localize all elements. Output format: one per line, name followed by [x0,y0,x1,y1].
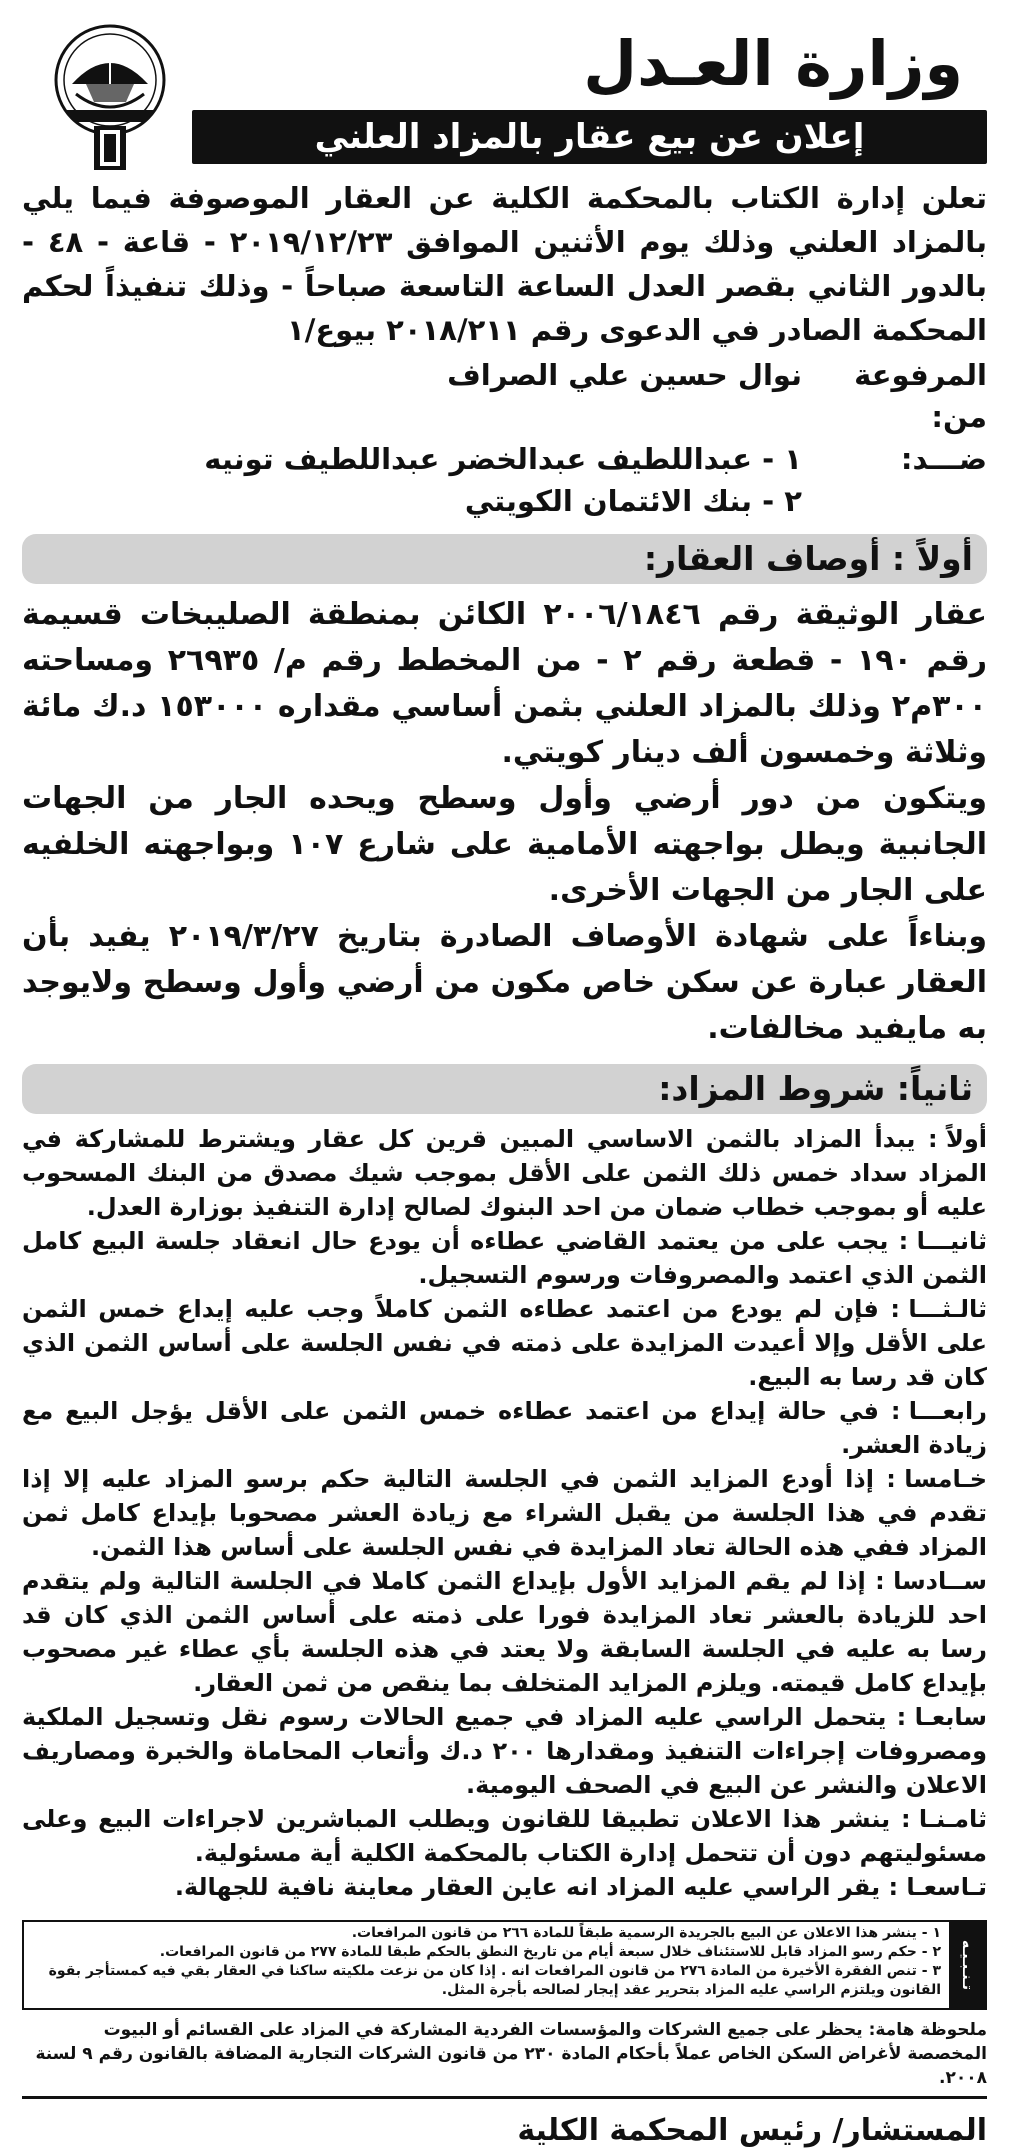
kuwait-emblem-icon [46,22,174,172]
condition-text: يقر الراسي عليه المزاد انه عاين العقار معاينة نافية للجهالة. [174,1873,881,1901]
description-paragraph-1: عقار الوثيقة رقم ٢٠٠٦/١٨٤٦ الكائن بمنطقة الصليبخات قسيمة رقم ١٩٠ - قطعة رقم ٢ - من المخطط رقم م/ ٢٦٩٣٥ ومساحته ٣٠٠م٢ وذلك بالمزاد العلني بثمن أساسي مقداره ١٥٣٠٠٠ د.ك مائة وثلاثة وخمسون ألف دينار كويتي. [22,597,988,770]
announcement-banner: إعلان عن بيع عقار بالمزاد العلني [192,110,987,164]
condition-item [22,1870,987,1904]
ministry-title: وزارة العـدل [583,27,963,100]
condition-item [22,1122,987,1224]
condition-label: خـامسا : [886,1465,988,1493]
description-paragraph-3: وبناءاً على شهادة الأوصاف الصادرة بتاريخ ٢٠١٩/٣/٢٧ يفيد بأن العقار عبارة عن سكن خاص مكون من أرضي وأول وسطح ولايوجد به مايفيد مخالفات. [22,919,987,1046]
condition-label: ثانيـــا : [898,1227,988,1255]
condition-text: يتحمل الراسي عليه المزاد في جميع الحالات رسوم نقل وتسجيل الملكية ومصروفات إجراءات التنفيذ ومقدارها ٢٠٠ د.ك وأتعاب المحاماة والخبرة ومصاريف الاعلان والنشر عن البيع في الصحف اليومية. [22,1703,987,1799]
condition-label: ثالـثـــا : [890,1295,987,1323]
condition-label: أولاً : [928,1125,987,1153]
condition-label: تـاسعـا : [888,1873,987,1901]
party-label-spacer [802,480,987,522]
parties [22,354,987,522]
section-1-title: أولاً : أوصاف العقار: [22,534,987,584]
plaintiff-row [22,354,987,438]
important-note: ملحوظة هامة: يحظر على جميع الشركات والمؤسسات الفردية المشاركة في المزاد على القسائم أو البيوت المخصصة لأغراض السكن الخاص عملاً بأحكام المادة ٢٣٠ من قانون الشركات التجارية المضافة بالقانون رقم ٩ لسنة ٢٠٠٨. [35,2020,987,2088]
condition-item [22,1802,987,1870]
description-paragraph-2: ويتكون من دور أرضي وأول وسطح ويحده الجار من الجهات الجانبية ويطل بواجهته الأمامية على شارع ١٠٧ وبواجهته الخلفيه على الجار من الجهات الأخرى. [22,781,987,908]
note-item: ٢ - حكم رسو المزاد قابل للاستئناف خلال سبعة أيام من تاريخ النطق بالحكم طبقا للمادة ٢٧٧ من قانون المرافعات. [159,1944,941,1960]
defendant-1: ١ - عبداللطيف عبدالخضر عبداللطيف تونيه [204,442,802,476]
property-description [22,592,987,1052]
defendant-row-2 [22,480,987,522]
condition-label: ســادسا : [875,1567,988,1595]
divider [22,2096,987,2099]
condition-text: إذا أودع المزايد الثمن في الجلسة التالية حكم برسو المزاد عليه إلا إذا تقدم في هذا الجلسة من يقبل الشراء مع زيادة العشر مصحوبا بإيداع كامل ثمن المزاد ففي هذه الحالة تعاد المزايدة في نفس الجلسة على أساس هذا الثمن. [22,1465,987,1561]
notes-box [22,1920,987,2010]
condition-text: ينشر هذا الاعلان تطبيقا للقانون ويطلب المباشرين لاجراءات البيع وعلى مسئوليتهم دون أن تتحمل إدارة الكتاب بالمحكمة الكلية أية مسئولية. [22,1805,987,1867]
condition-text: يبدأ المزاد بالثمن الاساسي المبين قرين كل عقار ويشترط للمشاركة في المزاد سداد خمس ذلك الثمن على الأقل بموجب شيك مصدق من البنك المسحوب عليه أو بموجب خطاب ضمان من احد البنوك لصالح إدارة التنفيذ بوزارة العدل. [22,1125,987,1221]
plaintiff-label: المرفوعة من: [854,358,987,434]
condition-text: يجب على من يعتمد القاضي عطاءه أن يودع حال انعقاد جلسة البيع كامل الثمن الذي اعتمد والمصروفات ورسوم التسجيل. [22,1227,987,1289]
defendant-row [22,438,987,480]
condition-item [22,1462,987,1564]
condition-item [22,1700,987,1802]
notes-list [24,1922,949,2008]
condition-label: ثامـنـا : [900,1805,987,1833]
signature: المستشار/ رئيس المحكمة الكلية [517,2113,987,2148]
condition-item [22,1292,987,1394]
notes-tag: تـنـبـيـه [949,1922,985,2008]
intro-paragraph: تعلن إدارة الكتاب بالمحكمة الكلية عن العقار الموصوفة فيما يلي بالمزاد العلني وذلك يوم الأثنين الموافق ٢٠١٩/١٢/٢٣ - قاعة - ٤٨ - بالدور الثاني بقصر العدل الساعة التاسعة صباحاً - وذلك تنفيذاً لحكم المحكمة الصادر في الدعوى رقم ٢٠١٨/٢١١ بيوع/١ [22,181,988,347]
condition-label: رابعـــا : [890,1397,987,1425]
condition-text: في حالة إيداع من اعتمد عطاءه خمس الثمن على الأقل يؤجل البيع مع زيادة العشر. [22,1397,987,1459]
condition-text: إذا لم يقم المزايد الأول بإيداع الثمن كاملا في الجلسة التالية ولم يتقدم احد للزيادة بالعشر تعاد المزايدة فورا على ذمته على أساس الثمن الذي كان قد رسا به عليه في الجلسة السابقة ولا يعتد في هذه الجلسة بأي عطاء غير مصحوب بإيداع كامل قيمته. ويلزم المزايد المتخلف بما ينقص من ثمن العقار. [22,1567,987,1697]
condition-item [22,1394,987,1462]
header [22,18,987,110]
note-item: ١ - ينشر هذا الاعلان عن البيع بالجريدة الرسمية طبقاً للمادة ٢٦٦ من قانون المرافعات. [351,1925,941,1941]
condition-text: فإن لم يودع من اعتمد عطاءه الثمن كاملاً وجب عليه إيداع خمس الثمن على الأقل وإلا أعيدت المزايدة على ذمته في نفس الجلسة على أساس الثمن الذي كان قد رسا به البيع. [22,1295,987,1391]
conditions-list [22,1122,987,1904]
note-item: ٣ - تنص الفقرة الأخيرة من المادة ٢٧٦ من قانون المرافعات انه . إذا كان من نزعت ملكيته ساكنا في العقار بقي فيه كمستأجر بقوة القانون ويلتزم الراسي عليه المزاد بتحرير عقد إيجار لصالحه بأجرة المثل. [48,1963,941,1998]
plaintiff-name: نوال حسين علي الصراف [447,358,802,392]
condition-item [22,1564,987,1700]
against-label: ضـــد: [900,442,987,476]
condition-item [22,1224,987,1292]
defendant-2: ٢ - بنك الائتمان الكويتي [464,484,802,518]
section-2-title: ثانياً: شروط المزاد: [22,1064,987,1114]
condition-label: سابعـا : [896,1703,988,1731]
